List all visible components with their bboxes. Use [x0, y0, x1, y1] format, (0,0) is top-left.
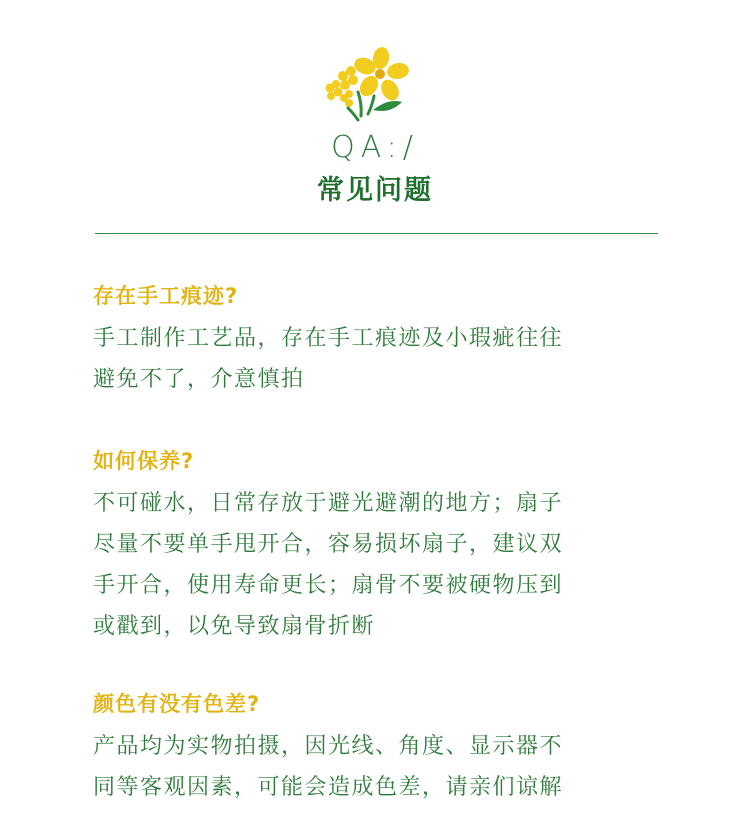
answer-line: 或戳到，以免导致扇骨折断 — [93, 614, 376, 639]
answer-line: 产品均为实物拍摄，因光线、角度、显示器不 — [93, 734, 564, 759]
answer-line: 不可碰水，日常存放于避光避潮的地方；扇子 — [93, 491, 564, 516]
answer-line: 手工制作工艺品，存在手工痕迹及小瑕疵往往 — [93, 326, 564, 351]
faq-answer — [93, 726, 653, 808]
flower-icon — [318, 44, 418, 124]
faq-item — [93, 445, 653, 647]
faq-question: 如何保养? — [93, 449, 195, 473]
divider — [95, 233, 658, 234]
page-title: 常见问题 — [317, 175, 433, 206]
faq-question: 颜色有没有色差? — [93, 692, 261, 716]
answer-line: 同等客观因素，可能会造成色差，请亲们谅解 — [93, 775, 564, 800]
faq-answer — [93, 318, 653, 400]
answer-line: 手开合，使用寿命更长；扇骨不要被硬物压到 — [93, 573, 564, 598]
answer-line: 避免不了，介意慎拍 — [93, 367, 305, 392]
faq-question: 存在手工痕迹? — [93, 284, 239, 308]
faq-item — [93, 280, 653, 400]
faq-item — [93, 688, 653, 808]
faq-answer — [93, 483, 653, 647]
qa-label: QA:/ — [331, 130, 419, 165]
answer-line: 尽量不要单手甩开合，容易损坏扇子，建议双 — [93, 532, 564, 557]
